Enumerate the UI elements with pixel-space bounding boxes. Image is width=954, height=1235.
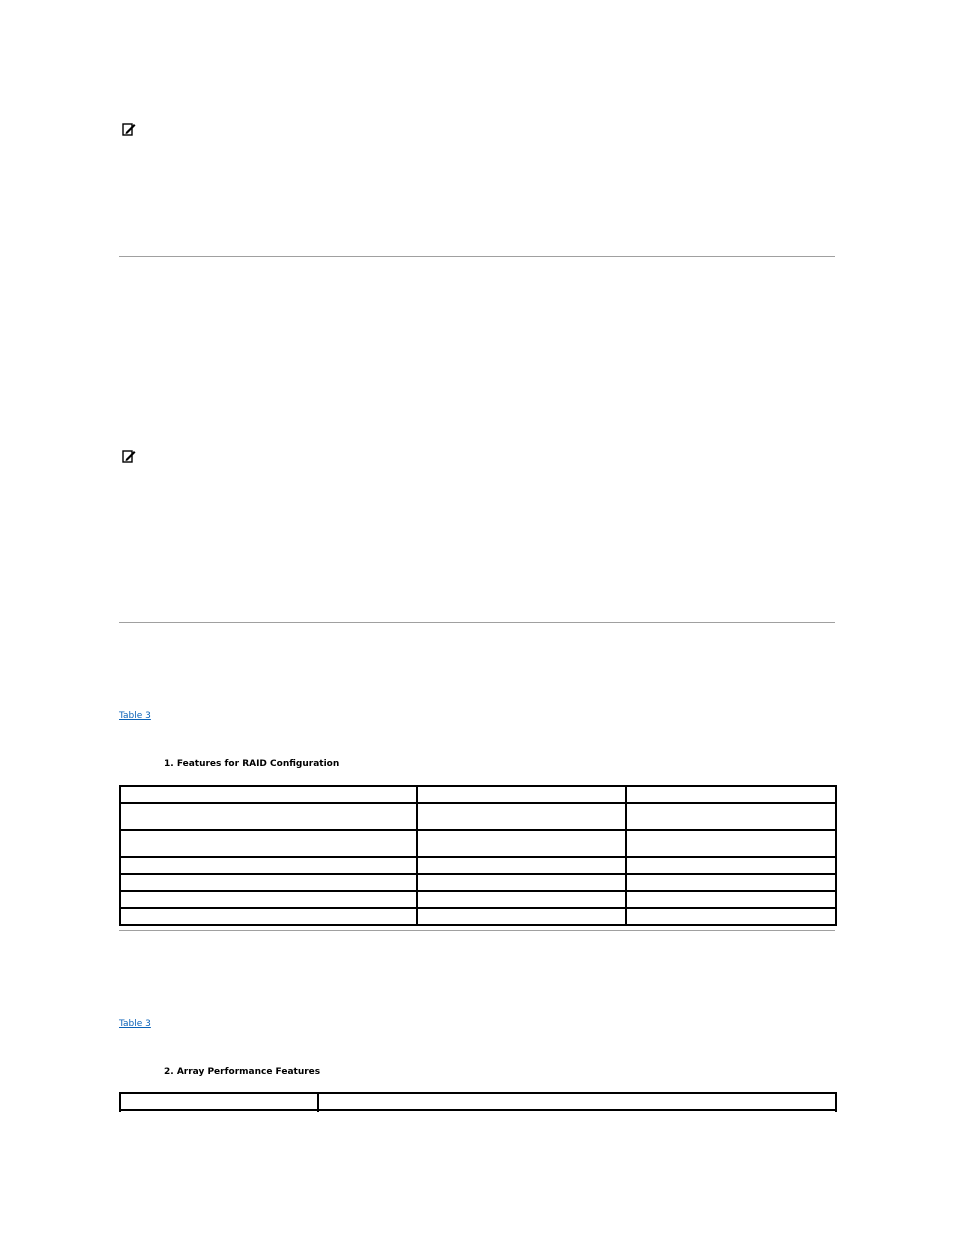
table-3-link[interactable]: Table 3 — [119, 1019, 151, 1029]
table-cell — [626, 803, 836, 830]
table-cell — [417, 803, 626, 830]
table-cell — [417, 786, 626, 803]
section-divider — [119, 256, 835, 257]
table-row — [120, 874, 836, 891]
table-caption-array-performance: 2. Array Performance Features — [164, 1067, 321, 1077]
table-3-link[interactable]: Table 3 — [119, 711, 151, 721]
table-cell — [417, 857, 626, 874]
table-cell — [120, 803, 417, 830]
section-divider — [119, 622, 835, 623]
table-cell — [417, 908, 626, 925]
page-bottom-margin — [0, 1112, 954, 1235]
table-cell — [626, 857, 836, 874]
table-header-row — [120, 786, 836, 803]
table-cell — [120, 786, 417, 803]
table-cell — [120, 857, 417, 874]
table-row — [120, 803, 836, 830]
table-cell — [417, 891, 626, 908]
table-cell — [626, 874, 836, 891]
table-cell — [626, 891, 836, 908]
table-cell — [318, 1093, 836, 1110]
note-pencil-icon — [122, 123, 136, 136]
table-cell — [626, 830, 836, 857]
table-cell — [120, 874, 417, 891]
raid-features-table — [119, 785, 837, 926]
table-row — [120, 857, 836, 874]
table-cell — [417, 874, 626, 891]
table-row — [120, 908, 836, 925]
table-cell — [417, 830, 626, 857]
note-pencil-icon — [122, 450, 136, 463]
table-cell — [120, 891, 417, 908]
table-cell — [120, 908, 417, 925]
table-row — [120, 891, 836, 908]
table-cell — [626, 908, 836, 925]
table-row — [120, 830, 836, 857]
table-caption-raid-features: 1. Features for RAID Configuration — [164, 759, 340, 769]
section-divider — [119, 930, 835, 931]
table-cell — [120, 830, 417, 857]
table-cell — [626, 786, 836, 803]
table-header-row — [120, 1093, 836, 1110]
table-cell — [120, 1093, 318, 1110]
